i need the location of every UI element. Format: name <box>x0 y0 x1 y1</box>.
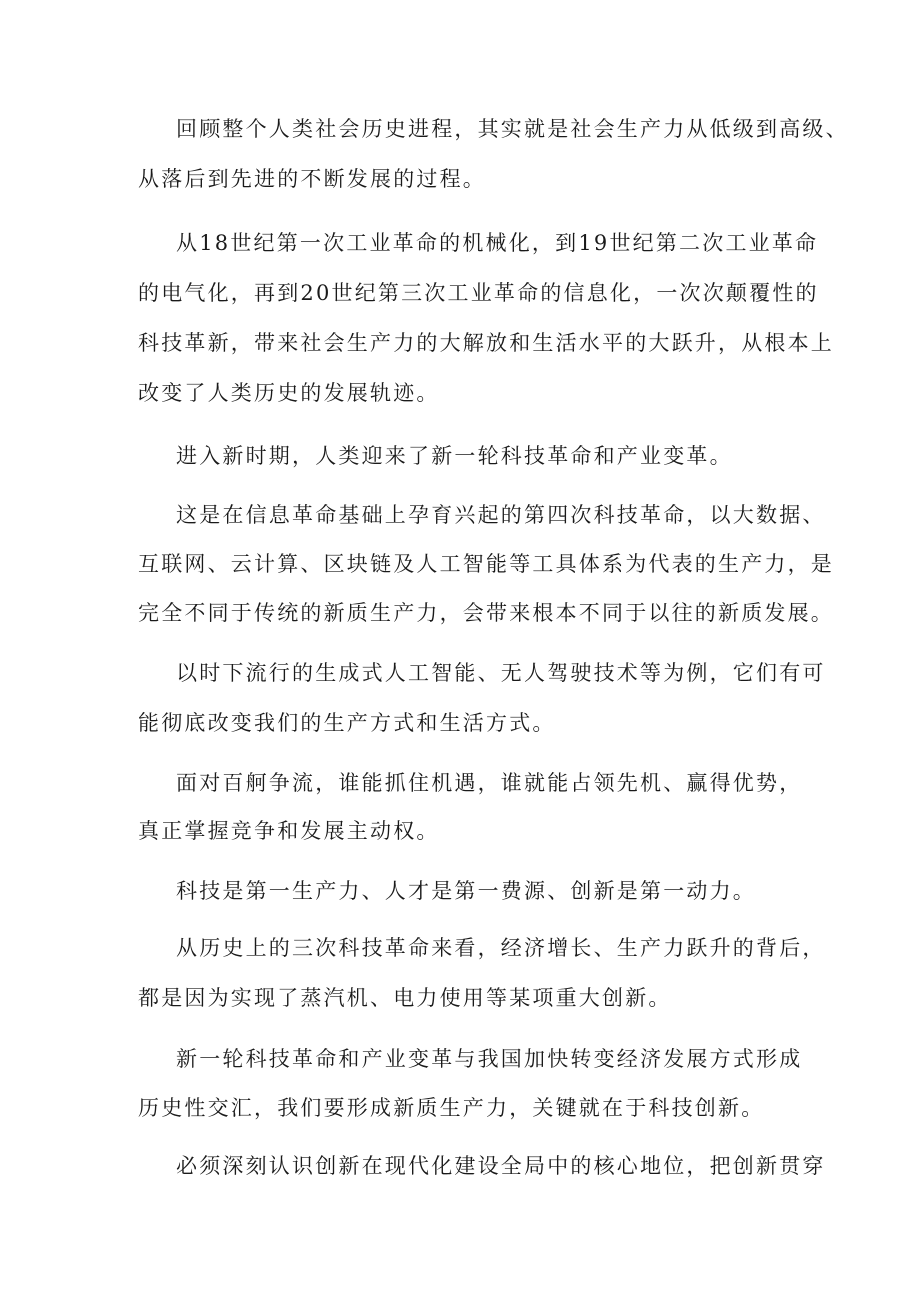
paragraph-2-line-4: 改变了人类历史的发展轨迹。 <box>138 381 440 405</box>
paragraph-8-line-2: 都是因为实现了蒸汽机、电力使用等某项重大创新。 <box>138 986 672 1010</box>
paragraph-1-line-2: 从落后到先进的不断发展的过程。 <box>138 167 486 191</box>
paragraph-5-line-2: 能彻底改变我们的生产方式和生活方式。 <box>138 711 556 735</box>
paragraph-4-line-2: 互联网、云计算、区块链及人工智能等工具体系为代表的生产力，是 <box>138 552 834 576</box>
paragraph-9-line-1: 新一轮科技革命和产业变革与我国加快转变经济发展方式形成 <box>176 1047 803 1071</box>
paragraph-3-line-1: 进入新时期，人类迎来了新一轮科技革命和产业变革。 <box>176 444 733 468</box>
paragraph-2-line-3: 科技革新，带来社会生产力的大解放和生活水平的大跃升，从根本上 <box>138 331 834 355</box>
paragraph-2-line-2: 的电气化，再到20世纪第三次工业革命的信息化，一次次颠覆性的 <box>138 281 819 305</box>
paragraph-5-line-1: 以时下流行的生成式人工智能、无人驾驶技术等为例，它们有可 <box>176 661 826 685</box>
paragraph-7-line-1: 科技是第一生产力、人才是第一费源、创新是第一动力。 <box>176 879 756 903</box>
paragraph-4-line-1: 这是在信息革命基础上孕育兴起的第四次科技革命，以大数据、 <box>176 503 826 527</box>
paragraph-9-line-2: 历史性交汇，我们要形成新质生产力，关键就在于科技创新。 <box>138 1096 765 1120</box>
paragraph-8-line-1: 从历史上的三次科技革命来看，经济增长、生产力跃升的背后， <box>176 936 826 960</box>
paragraph-6-line-1: 面对百舸争流，谁能抓住机遇，谁就能占领先机、赢得优势， <box>176 771 803 795</box>
paragraph-6-line-2: 真正掌握竞争和发展主动权。 <box>138 819 440 843</box>
paragraph-1-line-1: 回顾整个人类社会历史进程，其实就是社会生产力从低级到高级、 <box>176 117 849 141</box>
paragraph-10-line-1: 必须深刻认识创新在现代化建设全局中的核心地位，把创新贯穿 <box>176 1154 826 1178</box>
paragraph-2-line-1: 从18世纪第一次工业革命的机械化，到19世纪第二次工业革命 <box>176 231 819 255</box>
paragraph-4-line-3: 完全不同于传统的新质生产力，会带来根本不同于以往的新质发展。 <box>138 601 834 625</box>
